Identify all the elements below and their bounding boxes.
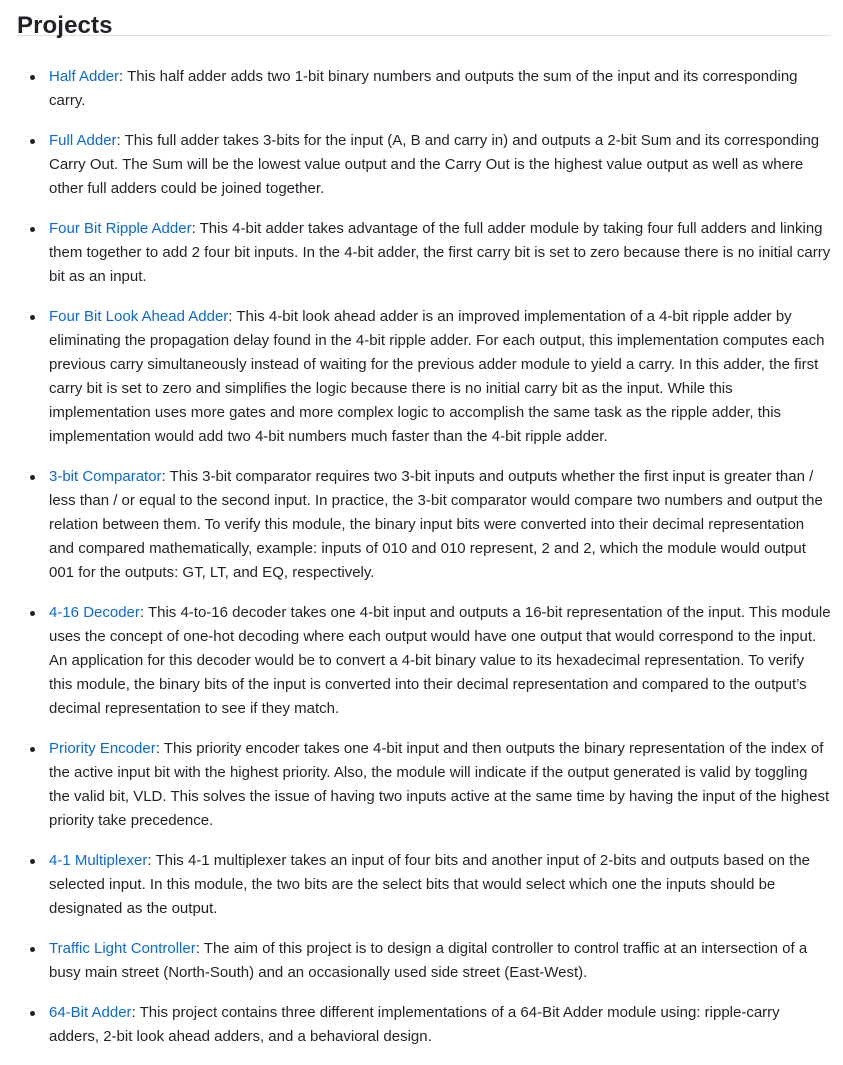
list-item	[49, 1001, 831, 1049]
project-description: : This 4-bit adder takes advantage of the full adder module by taking four full adders and linking them together to add 2 four bit inputs. In the 4-bit adder, the first carry bit is set to zero because there is no initial carry bit as an input.	[49, 220, 831, 285]
project-description: : This full adder takes 3-bits for the input (A, B and carry in) and outputs a 2-bit Sum and its corresponding Carry Out. The Sum will be the lowest value output and the Carry Out is the highest value output as well as where other full adders could be joined together.	[49, 132, 820, 197]
section-heading: Projects	[17, 0, 831, 36]
list-item	[49, 937, 831, 985]
list-item	[49, 129, 831, 201]
project-list	[17, 65, 831, 1065]
list-item	[49, 65, 831, 113]
project-description: : This project contains three different implementations of a 64-Bit Adder module using: ripple-carry adders, 2-bit look ahead adders, and a behavioral design.	[49, 1004, 780, 1045]
list-item	[49, 217, 831, 289]
project-link-traffic-light-controller[interactable]: Traffic Light Controller	[49, 940, 196, 957]
project-link-3-bit-comparator[interactable]: 3-bit Comparator	[49, 468, 162, 485]
list-item	[49, 737, 831, 833]
project-link-4-16-decoder[interactable]: 4-16 Decoder	[49, 604, 140, 621]
project-link-4-1-multiplexer[interactable]: 4-1 Multiplexer	[49, 852, 148, 869]
project-description: : This half adder adds two 1-bit binary numbers and outputs the sum of the input and its corresponding carry.	[49, 68, 798, 109]
project-link-priority-encoder[interactable]: Priority Encoder	[49, 740, 156, 757]
project-description: : This 4-bit look ahead adder is an improved implementation of a 4-bit ripple adder by eliminating the propagation delay found in the 4-bit ripple adder. For each output, this implementation computes each previous carry simultaneously instead of waiting for the previous adder module to yield a carry. In this adder, the first carry bit is set to zero and simplifies the logic because there is no initial carry bit as the input. While this implementation uses more gates and more complex logic to accomplish the same task as the ripple adder, this implementation would add two 4-bit numbers much faster than the 4-bit ripple adder.	[49, 308, 825, 445]
project-link-64-bit-adder[interactable]: 64-Bit Adder	[49, 1004, 132, 1021]
list-item	[49, 601, 831, 721]
project-link-four-bit-ripple-adder[interactable]: Four Bit Ripple Adder	[49, 220, 192, 237]
project-link-half-adder[interactable]: Half Adder	[49, 68, 120, 85]
project-link-full-adder[interactable]: Full Adder	[49, 132, 117, 149]
project-description: : This 4-to-16 decoder takes one 4-bit input and outputs a 16-bit representation of the input. This module uses the concept of one-hot decoding where each output would have one output that would correspond to the input. An application for this decoder would be to convert a 4-bit binary value to its hexadecimal representation. To verify this module, the binary bits of the input is converted into their decimal representation and compared to the output’s decimal representation to see if they match.	[49, 604, 831, 717]
project-description: : The aim of this project is to design a digital controller to control traffic at an intersection of a busy main street (North-South) and an occasionally used side street (East-West).	[49, 940, 808, 981]
list-item	[49, 465, 831, 585]
project-link-four-bit-look-ahead-adder[interactable]: Four Bit Look Ahead Adder	[49, 308, 229, 325]
project-description: : This 4-1 multiplexer takes an input of four bits and another input of 2-bits and outputs based on the selected input. In this module, the two bits are the select bits that would select which one the inputs should be designated as the output.	[49, 852, 811, 917]
project-description: : This priority encoder takes one 4-bit input and then outputs the binary representation of the index of the active input bit with the highest priority. Also, the module will indicate if the output generated is valid by toggling the valid bit, VLD. This solves the issue of having two inputs active at the same time by having the input of the highest priority take precedence.	[49, 740, 830, 829]
list-item	[49, 849, 831, 921]
project-description: : This 3-bit comparator requires two 3-bit inputs and outputs whether the first input is greater than / less than / or equal to the second input. In practice, the 3-bit comparator would compare two numbers and output the relation between them. To verify this module, the binary input bits were converted into their decimal representation and compared mathematically, example: inputs of 010 and 010 represent, 2 and 2, which the module would output 001 for the outputs: GT, LT, and EQ, respectively.	[49, 468, 823, 581]
list-item	[49, 305, 831, 449]
